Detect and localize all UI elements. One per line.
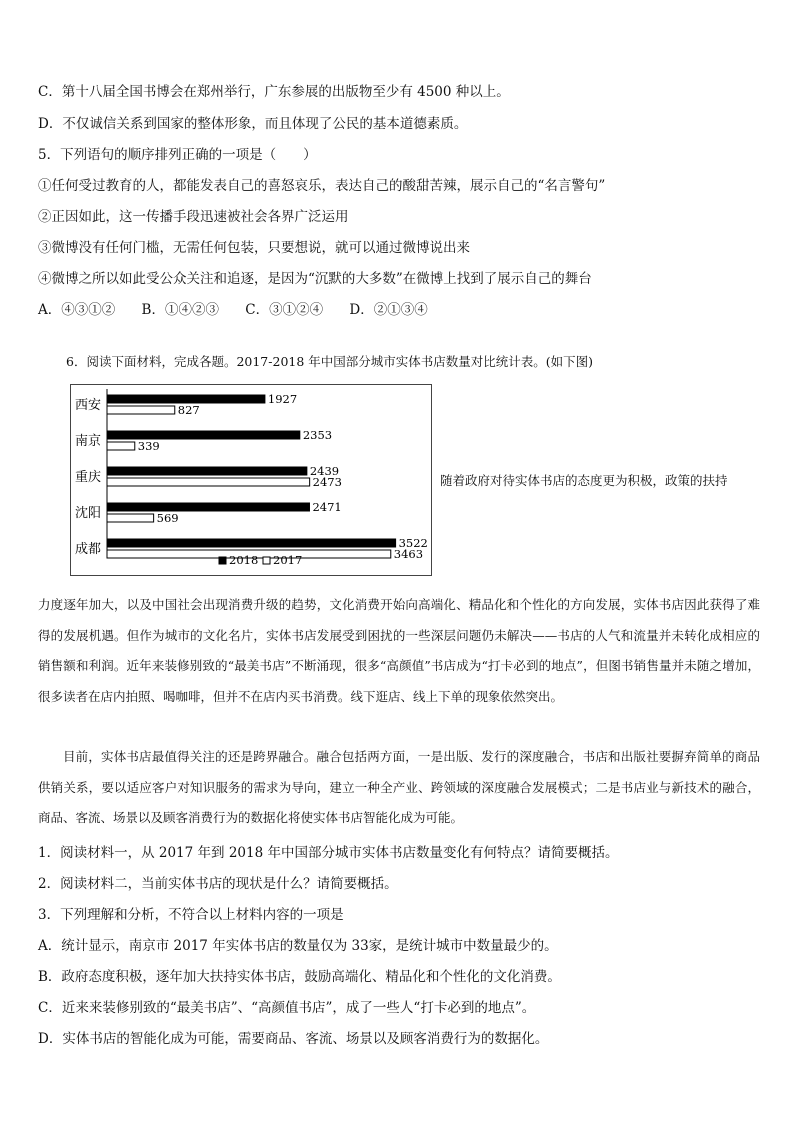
data-label-2018: 3522 <box>398 536 428 550</box>
bar-2017 <box>107 442 135 450</box>
q5-option-a: A．④③①② <box>38 302 116 318</box>
option-c: C．近来来装修别致的“最美书店”、“高颜值书店”，成了一些人“打卡必到的地点”。 <box>38 1000 536 1016</box>
category-label: 西安 <box>75 398 102 413</box>
bar-2018 <box>107 467 307 475</box>
q5-option-b: B．①④②③ <box>141 302 219 318</box>
material-paragraph-1: 力度逐年加大，以及中国社会出现消费升级的趋势，文化消费开始向高端化、精品化和个性化的方向发展，实体书店因此获得了难得的发展机遇。但作为城市的文化名片，实体书店发展受到困扰的一些深层问题仍未解决——书店的人气和流量并未转化成相应的销售额和利润。近年来装修别致的“最美书店”不断涌现，很多“高颜值”书店成为“打卡必到的地点”，但图书销售量并未随之增加，很多读者在店内拍照、喝咖啡，但并不在店内买书消费。线下逛店、线上下单的现象依然突出。 <box>38 597 760 704</box>
option-a: A．统计显示，南京市 2017 年实体书店的数量仅为 33家，是统计城市中数量最少的。 <box>38 938 558 954</box>
data-label-2017: 569 <box>156 511 179 525</box>
data-label-2018: 2439 <box>309 464 340 478</box>
sub-question-3: 3．下列理解和分析，不符合以上材料内容的一项是 <box>38 907 344 923</box>
question-5: 5．下列语句的顺序排列正确的一项是（ ） <box>38 147 317 163</box>
sentence-2: ②正因如此，这一传播手段迅速被社会各界广泛运用 <box>38 209 349 225</box>
category-label: 重庆 <box>75 470 102 485</box>
bar-2018 <box>107 395 265 403</box>
category-label: 沈阳 <box>75 506 102 521</box>
legend-label-2018: 2018 <box>229 553 259 567</box>
bar-2017 <box>107 406 175 414</box>
legend-swatch-2017 <box>263 557 270 564</box>
data-label-2017: 2473 <box>312 475 342 489</box>
sub-question-2: 2．阅读材料二，当前实体书店的现状是什么？请简要概括。 <box>38 876 398 892</box>
q5-option-c: C．③①②④ <box>245 302 324 318</box>
data-label-2017: 339 <box>137 439 160 453</box>
bar-2017 <box>107 514 154 522</box>
chart-svg <box>71 385 431 575</box>
sub-question-1: 1．阅读材料一，从 2017 年到 2018 年中国部分城市实体书店数量变化有何特点？请简要概括。 <box>38 845 619 861</box>
option-d: D．实体书店的智能化成为可能，需要商品、客流、场景以及顾客消费行为的数据化。 <box>38 1031 549 1047</box>
option-b: B．政府态度积极，逐年加大扶持实体书店，鼓励高端化、精品化和个性化的文化消费。 <box>38 969 561 985</box>
sentence-3: ③微博没有任何门槛，无需任何包装，只要想说，就可以通过微博说出来 <box>38 240 470 256</box>
data-label-2017: 827 <box>177 403 200 417</box>
bookstore-chart <box>70 384 432 576</box>
q5-option-d: D．②①③④ <box>349 302 428 318</box>
category-label: 南京 <box>75 434 102 449</box>
bar-2018 <box>107 431 300 439</box>
material-paragraph-2: 目前，实体书店最值得关注的还是跨界融合。融合包括两方面，一是出版、发行的深度融合，书店和出版社要摒弃简单的商品供销关系，要以适应客户对知识服务的需求为导向，建立一种全产业、跨领域的深度融合发展模式；二是书店业与新技术的融合，商品、客流、场景以及顾客消费行为的数据化将使实体书店智能化成为可能。 <box>38 749 760 825</box>
question-5-options <box>38 300 450 320</box>
category-label: 成都 <box>75 542 102 557</box>
data-label-2018: 2471 <box>312 500 342 514</box>
sentence-4: ④微博之所以如此受公众关注和追逐，是因为“沉默的大多数”在微博上找到了展示自己的舞台 <box>38 271 592 287</box>
option-d-top: D．不仅诚信关系到国家的整体形象，而且体现了公民的基本道德素质。 <box>38 116 468 132</box>
legend-swatch-2018 <box>219 557 226 564</box>
side-text: 随着政府对待实体书店的态度更为积极，政策的扶持 <box>440 473 728 488</box>
sentence-1: ①任何受过教育的人，都能发表自己的喜怒哀乐，表达自己的酸甜苦辣，展示自己的“名言警句” <box>38 178 606 194</box>
bar-2018 <box>107 503 309 511</box>
option-c-top: C．第十八届全国书博会在郑州举行，广东参展的出版物至少有 4500 种以上。 <box>38 84 510 100</box>
data-label-2017: 3463 <box>393 547 424 561</box>
legend-label-2017: 2017 <box>273 553 303 567</box>
question-6-intro: 6．阅读下面材料，完成各题。2017-2018 年中国部分城市实体书店数量对比统计表。(如下图) <box>66 354 594 369</box>
data-label-2018: 2353 <box>302 428 333 442</box>
data-label-2018: 1927 <box>267 392 298 406</box>
bar-2017 <box>107 478 310 486</box>
bar-2018 <box>107 539 396 547</box>
